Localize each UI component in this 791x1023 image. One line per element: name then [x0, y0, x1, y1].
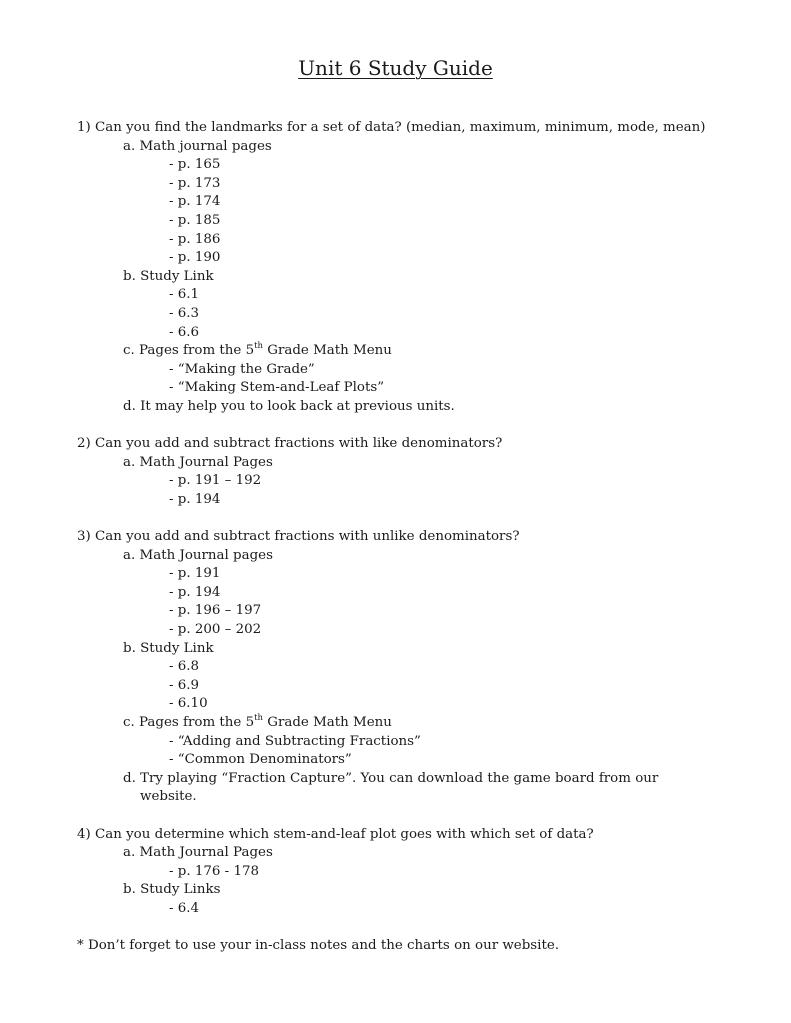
q3-c-label-pre: c. Pages from the 5	[123, 715, 255, 730]
q3-section-a-label: a. Math Journal pages	[123, 547, 273, 563]
q3-section-c-label	[77, 714, 777, 733]
q1-c-label-pre: c. Pages from the 5	[123, 343, 255, 359]
q1-c-label-sup: th	[254, 340, 263, 351]
q1-section-b-label: b. Study Link	[123, 268, 214, 284]
q1-section-c-label	[77, 342, 777, 361]
study-guide-body	[77, 119, 777, 956]
q4-b-item: - 6.4	[169, 900, 200, 916]
q3-section-b-label: b. Study Link	[123, 640, 214, 656]
q1-a-item: - p. 190	[169, 250, 221, 266]
page-title: Unit 6 Study Guide	[298, 56, 493, 80]
q1-a-item: - p. 173	[169, 175, 221, 191]
q2-a-item: - p. 194	[169, 491, 221, 507]
q2-section-a-label: a. Math Journal Pages	[123, 454, 273, 470]
q2-a-item: - p. 191 – 192	[169, 473, 262, 489]
footnote: * Don’t forget to use your in-class notes and the charts on our website.	[77, 938, 560, 954]
q3-b-item: - 6.8	[169, 659, 200, 675]
q4-section-a-label: a. Math Journal Pages	[123, 845, 273, 861]
q1-b-item: - 6.1	[169, 287, 200, 303]
q4-section-b-label: b. Study Links	[123, 882, 221, 898]
q1-a-item: - p. 185	[169, 212, 221, 228]
q4-a-item: - p. 176 - 178	[169, 863, 260, 879]
q1-a-item: - p. 186	[169, 231, 221, 247]
q3-a-item: - p. 196 – 197	[169, 603, 262, 619]
spacer	[77, 807, 777, 826]
q3-c-label-sup: th	[254, 712, 263, 723]
q3-c-item: - “Common Denominators”	[169, 752, 352, 768]
q1-a-item: - p. 165	[169, 157, 221, 173]
question-2: 2) Can you add and subtract fractions with like denominators?	[77, 436, 503, 452]
q3-section-d-continuation: website.	[140, 789, 197, 805]
q3-section-d-label: d. Try playing “Fraction Capture”. You can download the game board from our	[123, 770, 659, 786]
question-4: 4) Can you determine which stem-and-leaf plot goes with which set of data?	[77, 826, 594, 842]
q3-b-item: - 6.10	[169, 696, 208, 712]
q3-a-item: - p. 191	[169, 566, 221, 582]
q3-a-item: - p. 200 – 202	[169, 622, 262, 638]
q1-b-item: - 6.3	[169, 305, 200, 321]
question-1: 1) Can you find the landmarks for a set of data? (median, maximum, minimum, mode, mean)	[77, 120, 706, 135]
q1-b-item: - 6.6	[169, 324, 200, 340]
spacer	[77, 919, 777, 938]
q3-c-item: - “Adding and Subtracting Fractions”	[169, 733, 421, 749]
q1-section-d-label: d. It may help you to look back at previous units.	[123, 398, 455, 414]
q1-c-item: - “Making the Grade”	[169, 361, 315, 377]
question-3: 3) Can you add and subtract fractions with unlike denominators?	[77, 529, 520, 545]
spacer	[77, 509, 777, 528]
q1-section-a-label: a. Math journal pages	[123, 138, 272, 154]
q3-a-item: - p. 194	[169, 584, 221, 600]
q1-c-item: - “Making Stem-and-Leaf Plots”	[169, 380, 385, 396]
q1-c-label-post: Grade Math Menu	[263, 343, 392, 359]
q3-b-item: - 6.9	[169, 677, 200, 693]
spacer	[77, 417, 777, 436]
q3-c-label-post: Grade Math Menu	[263, 715, 392, 730]
q1-a-item: - p. 174	[169, 194, 221, 210]
